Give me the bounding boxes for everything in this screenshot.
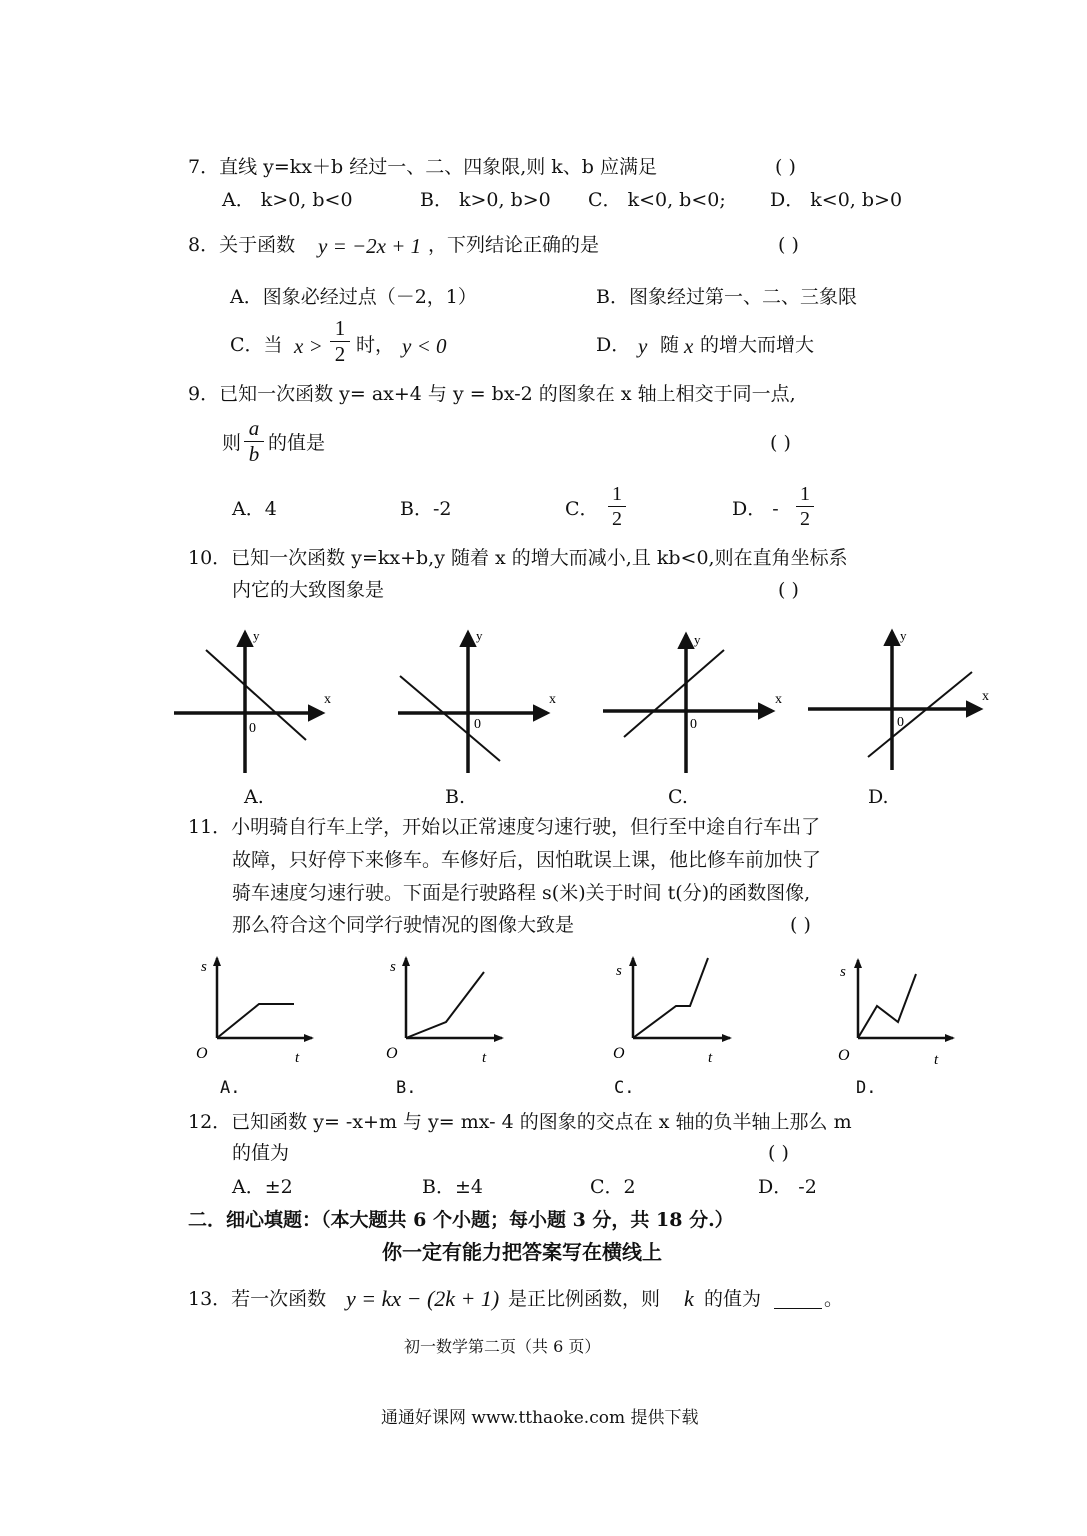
q12-option-b: B．±4 (422, 1176, 483, 1198)
q12-line2: 的值为 (232, 1142, 290, 1164)
q8-answer-paren: ( ) (778, 234, 799, 256)
q8-formula: y = −2x + 1 (318, 234, 422, 258)
q9-d-denominator: 2 (800, 508, 810, 530)
q11-label-c: C. (614, 1078, 635, 1098)
page-footer: 初一数学第二页（共 6 页） (404, 1337, 601, 1356)
q10-b-x-label: x (549, 692, 556, 707)
q7-stem: 7．直线 y=kx＋b 经过一、二、四象限,则 k、b 应满足 (188, 156, 658, 178)
section2-subheading: 你一定有能力把答案写在横线上 (382, 1240, 662, 1264)
q11-a-origin: O (196, 1045, 208, 1062)
q9-stem: 9．已知一次函数 y= ax+4 与 y = bx-2 的图象在 x 轴上相交于同一点, (188, 383, 796, 405)
q8-option-d-y: y (638, 334, 648, 358)
q7-option-d: D． k<0, b>0 (770, 189, 903, 211)
q11-graph-a (196, 958, 312, 1066)
q10-graph-c (603, 632, 782, 773)
q8-option-d-mid: 随 (660, 334, 680, 356)
q11-line2: 故障，只好停下来修车。车修好后，因怕耽误上课，他比修车前加快了 (232, 849, 822, 871)
q13-end: 。 (824, 1288, 844, 1310)
q10-graph-b (398, 628, 556, 773)
q12-answer-paren: ( ) (768, 1142, 789, 1164)
q10-d-y-label: y (900, 628, 907, 643)
q9-numerator: a (248, 416, 260, 440)
q12-option-d: D． -2 (758, 1176, 817, 1198)
q10-d-origin: 0 (897, 715, 904, 730)
q10-label-c: C. (668, 786, 688, 808)
q10-c-origin: 0 (690, 717, 697, 732)
q11-line3: 骑车速度匀速行驶。下面是行驶路程 s(米)关于时间 t(分)的函数图像, (232, 882, 811, 904)
q10-b-origin: 0 (474, 717, 481, 732)
q9-option-d: D． - (732, 498, 779, 520)
q9-option-a: A．4 (232, 498, 277, 520)
q13-formula: y = kx − (2k + 1) (346, 1286, 500, 1311)
q10-line1: 10．已知一次函数 y=kx+b,y 随着 x 的增大而减小,且 kb<0,则在直角坐标系 (188, 547, 848, 569)
q11-c-t-label: t (708, 1050, 713, 1066)
q10-a-y-label: y (253, 628, 260, 643)
q11-line4: 那么符合这个同学行驶情况的图像大致是 (232, 914, 575, 936)
q10-d-x-label: x (982, 689, 989, 704)
q11-a-s-label: s (201, 959, 207, 975)
site-credit: 通通好课网 www.tthaoke.com 提供下载 (381, 1408, 699, 1428)
q8-option-c-x: x > (294, 334, 323, 358)
q13-pre: 13．若一次函数 (188, 1288, 327, 1310)
q9-option-c: C． (565, 498, 599, 520)
q12-option-a: A．±2 (232, 1176, 293, 1198)
q10-line2: 内它的大致图象是 (232, 579, 385, 601)
q9-line2-post: 的值是 (268, 432, 326, 454)
q7-answer-paren: ( ) (775, 156, 796, 178)
q8-c-numerator: 1 (334, 316, 346, 340)
q8-option-d-x: x (684, 334, 694, 358)
q11-answer-paren: ( ) (790, 914, 811, 936)
section2-heading: 二．细心填题：（本大题共 6 个小题；每小题 3 分，共 18 分.） (188, 1209, 734, 1231)
q10-c-y-label: y (694, 632, 701, 647)
q10-answer-paren: ( ) (778, 579, 799, 601)
q10-label-a: A. (244, 786, 264, 808)
q11-c-origin: O (613, 1045, 625, 1062)
q9-denominator: b (248, 442, 260, 466)
q11-d-t-label: t (934, 1052, 939, 1068)
q8-option-a: A．图象必经过点（－2，1） (230, 286, 477, 308)
q8-option-d-pre: D． (596, 334, 631, 356)
q8-option-b: B．图象经过第一、二、三象限 (596, 286, 857, 308)
q13-mid: 是正比例函数，则 (508, 1288, 661, 1310)
q10-c-x-label: x (775, 692, 782, 707)
q9-d-numerator: 1 (800, 483, 810, 505)
q11-label-d: D. (856, 1078, 877, 1098)
q11-label-b: B. (396, 1078, 417, 1098)
q8-option-c-post: 时， (356, 334, 395, 356)
q12-option-c: C．2 (590, 1176, 636, 1198)
q11-graph-d (838, 960, 953, 1068)
q7-option-a: A． k>0, b<0 (222, 189, 353, 211)
q9-c-denominator: 2 (612, 508, 622, 530)
q10-b-y-label: y (476, 628, 483, 643)
q10-label-b: B. (445, 786, 466, 808)
q8-stem-pre: 8．关于函数 (188, 234, 296, 256)
q11-graph-b (386, 958, 502, 1066)
q11-b-t-label: t (482, 1050, 487, 1066)
q12-line1: 12．已知函数 y= -x+m 与 y= mx- 4 的图象的交点在 x 轴的负半轴上那么 m (188, 1111, 852, 1133)
q9-line2-pre: 则 (222, 432, 242, 454)
q11-label-a: A. (220, 1078, 241, 1098)
q13-post: 的值为 (704, 1288, 762, 1310)
q13-k: k (684, 1286, 694, 1311)
q13-answer-blank (774, 1308, 822, 1309)
q11-b-origin: O (386, 1045, 398, 1062)
q7-option-c: C． k<0, b<0; (588, 189, 726, 211)
q8-option-c-pre: C．当 (230, 334, 283, 356)
q11-d-origin: O (838, 1047, 850, 1064)
q11-graph-c (613, 958, 730, 1066)
q11-d-s-label: s (840, 964, 846, 980)
q8-stem-post: ，下列结论正确的是 (428, 234, 600, 256)
q7-option-b: B． k>0, b>0 (420, 189, 551, 211)
q10-a-x-label: x (324, 692, 331, 707)
q9-option-b: B．-2 (400, 498, 452, 520)
q8-option-c-y: y < 0 (402, 334, 447, 358)
q10-graph-a (174, 628, 331, 773)
q8-option-d-post: 的增大而增大 (700, 334, 815, 356)
q9-c-numerator: 1 (612, 483, 622, 505)
q11-c-s-label: s (616, 963, 622, 979)
q9-answer-paren: ( ) (770, 432, 791, 454)
q11-a-t-label: t (295, 1050, 300, 1066)
q8-c-denominator: 2 (334, 342, 346, 366)
q10-a-origin: 0 (249, 721, 256, 736)
q11-b-s-label: s (390, 959, 396, 975)
q11-line1: 11．小明骑自行车上学，开始以正常速度匀速行驶，但行至中途自行车出了 (188, 816, 821, 838)
q10-graph-d (808, 628, 989, 770)
q10-label-d: D. (868, 786, 889, 808)
